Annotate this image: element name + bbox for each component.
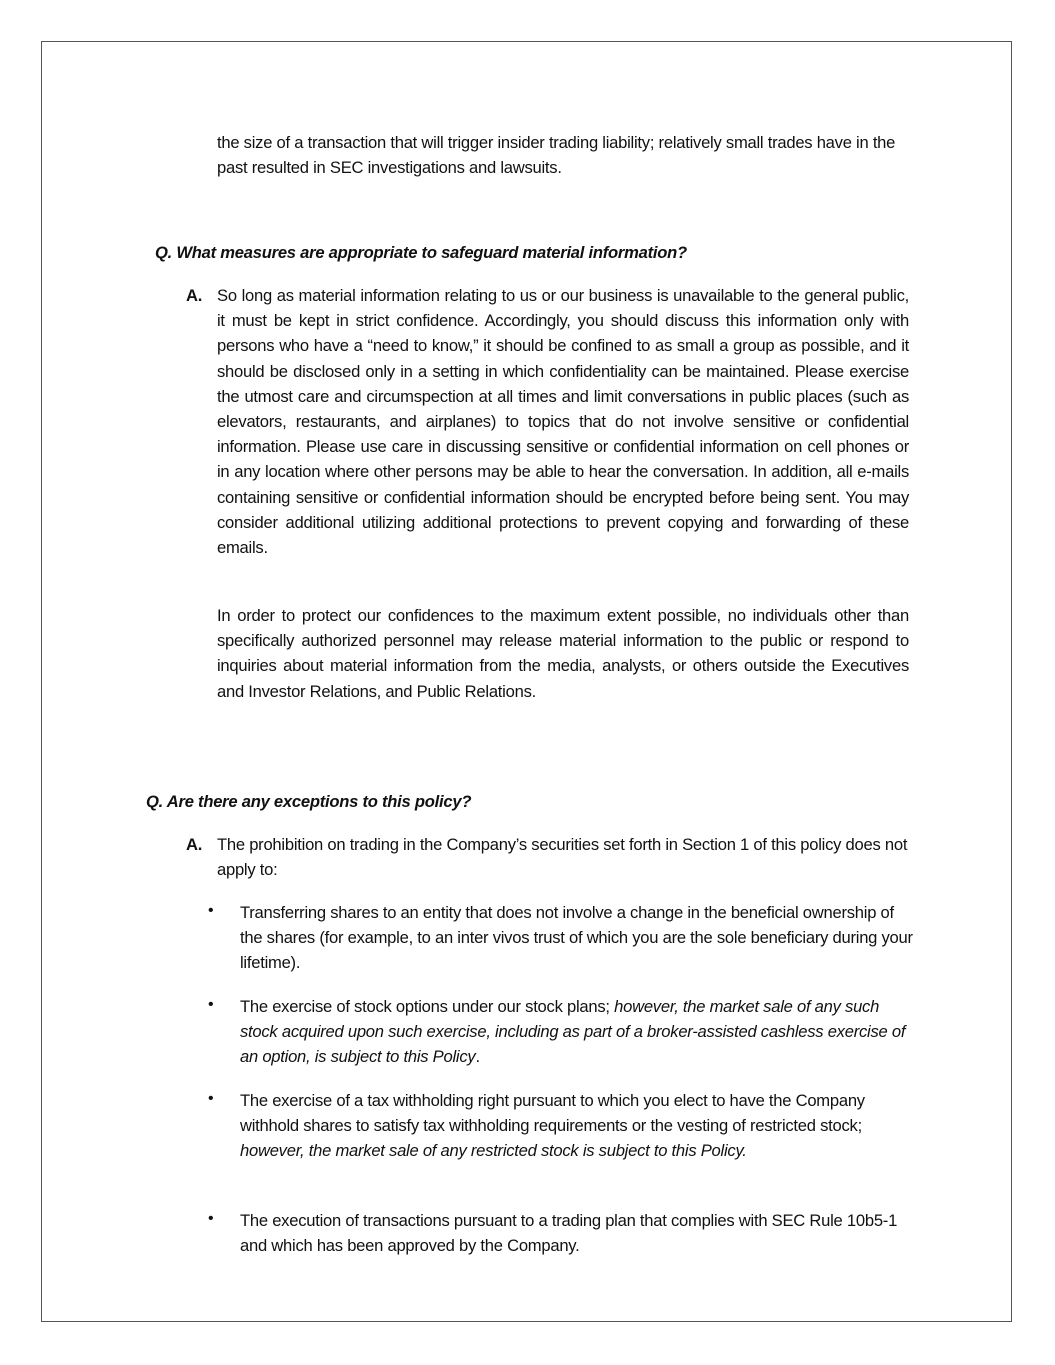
list-item: Transferring shares to an entity that does not involve a change in the beneficial ownership of the shares (for example, to an inter vivos trust of which you are the sole beneficiary during your lifetime). bbox=[240, 903, 913, 973]
bullet-icon: • bbox=[208, 1090, 214, 1107]
list-item: The execution of transactions pursuant to a trading plan that complies with SEC Rule 10b5-1 and which has been approved by the Company. bbox=[240, 1211, 898, 1256]
answer-label: A. bbox=[186, 286, 203, 305]
bullet-icon: • bbox=[208, 996, 214, 1013]
answer-paragraph-1: So long as material information relating to us or our business is unavailable to the general public, it must be kept in strict confidence. Accordingly, you should discuss this information only with persons who have a “need to know,” it should be confined to as small a group as possible, and it should be disclosed only in a setting in which confidentiality can be maintained. Please exercise the utmost care and circumspection at all times and limit conversations in public places (such as elevators, restaurants, and airplanes) to topics that do not involve sensitive or confidential information. Please use care in discussing sensitive or confidential information on cell phones or in any location where other persons may be able to hear the conversation. In addition, all e-mails containing sensitive or confidential information should be encrypted before being sent. You may consider additional utilizing additional protections to prevent copying and forwarding of these emails. bbox=[217, 286, 909, 558]
question-safeguard: Q. What measures are appropriate to safeguard material information? bbox=[155, 243, 687, 262]
list-item: The exercise of stock options under our stock plans; however, the market sale of any such stock acquired upon such exercise, including as part of a broker-assisted cashless exercise of an option, is subject to this Policy. bbox=[240, 997, 906, 1067]
question-exceptions: Q. Are there any exceptions to this policy? bbox=[146, 792, 472, 811]
bullet-icon: • bbox=[208, 902, 214, 919]
answer-intro: The prohibition on trading in the Company’s securities set forth in Section 1 of this policy does not apply to: bbox=[217, 835, 908, 880]
bullet-icon: • bbox=[208, 1210, 214, 1227]
answer-paragraph-2: In order to protect our confidences to the maximum extent possible, no individuals other than specifically authorized personnel may release material information to the public or respond to inquiries about material information from the media, analysts, or others outside the Executives and Investor Relations, and Public Relations. bbox=[217, 606, 909, 701]
list-item: The exercise of a tax withholding right pursuant to which you elect to have the Company withhold shares to satisfy tax withholding requirements or the vesting of restricted stock; however, the market sale of any restricted stock is subject to this Policy. bbox=[240, 1091, 865, 1161]
answer-label: A. bbox=[186, 835, 203, 854]
continuation-paragraph: the size of a transaction that will trigger insider trading liability; relatively small trades have in the past resulted in SEC investigations and lawsuits. bbox=[217, 133, 896, 178]
